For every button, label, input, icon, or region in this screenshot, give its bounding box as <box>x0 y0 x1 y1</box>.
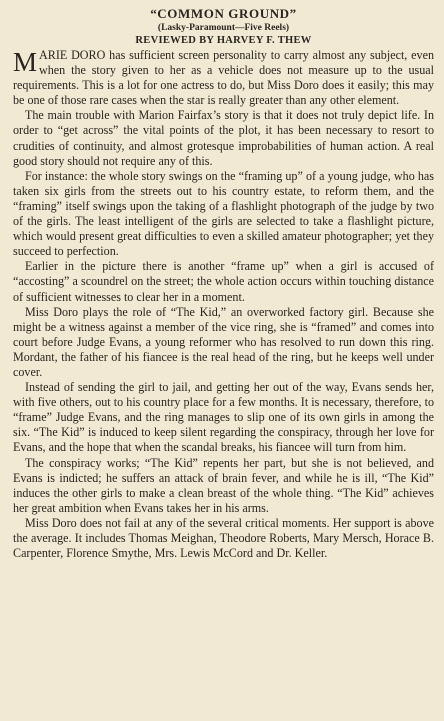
paragraph-8: Miss Doro does not fail at any of the several critical moments. Her support is above the average. It includes Thomas Meighan, Theodore Roberts, Mary Mersch, Horace B. Carpenter, Florence Smythe, Mrs. Lewis McCord and Dr. Keller. <box>13 515 434 561</box>
paragraph-6: Instead of sending the girl to jail, and getting her out of the way, Evans sends her, with five others, out to his country place for a few months. It is necessary, therefore, to “frame” Judge Evans, and the ring manages to slip one of its own girls in among the six. “The Kid” is induced to keep silent regarding the conspiracy, through her love for Evans, and the hope that when the scandal breaks, his fiancee will turn from him. <box>13 380 434 455</box>
paragraph-7: The conspiracy works; “The Kid” repents her part, but she is not believed, and Evans is indicted; he suffers an attack of brain fever, and while he is ill, “The Kid” induces the other girls to make a clean breast of the whole thing. “The Kid” achieves her great ambition when Evans takes her in his arms. <box>13 455 434 515</box>
paragraph-5: Miss Doro plays the role of “The Kid,” an overworked factory girl. Because she might be a witness against a member of the vice ring, she is “framed” and comes into court before Judge Evans, a young reformer who has resolved to run down this ring. Mordant, the father of his fiancee is the real head of the ring, but he keeps well under cover. <box>13 304 434 379</box>
paragraph-1-text: ARIE DORO has sufficient screen personality to carry almost any subject, even when the story given to her as a vehicle does not measure up to the usual requirements. This is a lot for one actress to do, but Miss Doro does it easily; this may be one of those rare cases when the star is really greater than any other element. <box>13 48 434 108</box>
paragraph-1 <box>13 48 434 108</box>
review-body <box>13 48 434 561</box>
drop-cap: M <box>13 47 38 77</box>
paragraph-3: For instance: the whole story swings on the “framing up” of a young judge, who has taken six girls from the streets out to his country estate, to reform them, and the “framing” itself swings upon the taking of a flashlight photograph of the judge by two of the girls. The least intelligent of the girls are selected to take a flashlight picture, which would present great difficulties to even a skilled amateur photographer; yet they succeed to perfection. <box>13 168 434 259</box>
review-title: “COMMON GROUND” <box>150 6 297 21</box>
paragraph-4: Earlier in the picture there is another “frame up” when a girl is accused of “accosting” a scoundrel on the street; the whole action occurs within touching distance of sufficient witnesses to clear her in a moment. <box>13 259 434 304</box>
review-byline: REVIEWED BY HARVEY F. THEW <box>135 35 312 46</box>
review-subtitle: (Lasky-Paramount—Five Reels) <box>157 23 290 33</box>
paragraph-2: The main trouble with Marion Fairfax’s story is that it does not truly depict life. In order to “get across” the vital points of the plot, it has been necessary to resort to crudities of continuity, and almost grotesque improbabilities of human action. A real good story should not require any of this. <box>13 108 434 168</box>
